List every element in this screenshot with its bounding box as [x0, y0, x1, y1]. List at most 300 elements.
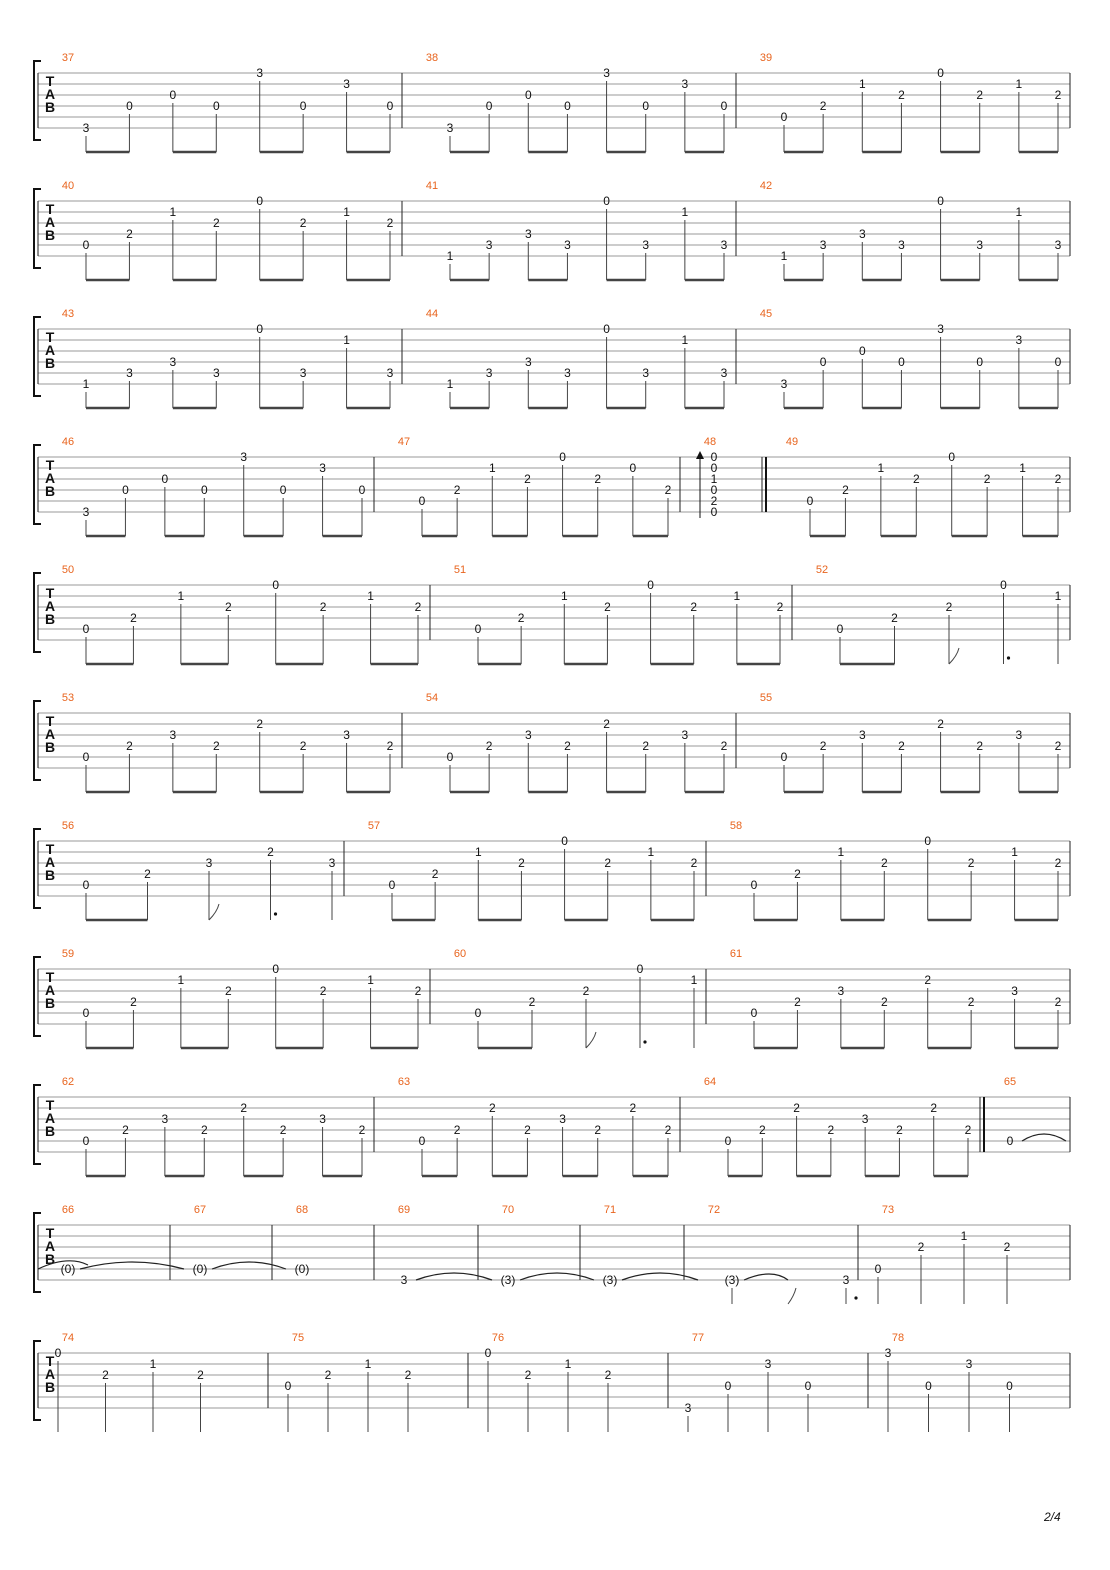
- fret-number: 2: [794, 995, 801, 1009]
- fret-number: 0: [212, 99, 220, 113]
- fret-number: 3: [842, 1273, 850, 1287]
- fret-number: 2: [896, 1123, 903, 1137]
- dot: [643, 1040, 646, 1043]
- fret-number: (0): [192, 1262, 208, 1276]
- fret-number: 2: [404, 1368, 412, 1382]
- fret-number: 2: [603, 717, 610, 731]
- fret-number: 0: [386, 99, 394, 113]
- tab-clef-letter: T: [45, 457, 55, 473]
- fret-number: 2: [819, 739, 827, 753]
- fret-number: 2: [319, 600, 327, 614]
- fret-number: 0: [780, 110, 788, 124]
- page-number: 2/4: [1044, 1510, 1061, 1524]
- fret-number: 2: [710, 494, 718, 508]
- fret-number: 3: [240, 450, 248, 464]
- fret-number: 1: [82, 377, 90, 391]
- fret-number: 3: [343, 728, 350, 742]
- fret-number: 3: [642, 366, 650, 380]
- fret-number: 2: [386, 216, 394, 230]
- fret-number: 2: [819, 99, 827, 113]
- tab-clef-letter: B: [44, 611, 56, 627]
- measure-number: 52: [815, 564, 829, 576]
- fret-number: 0: [256, 322, 264, 336]
- measure-number: 71: [603, 1204, 617, 1216]
- fret-number: 1: [733, 589, 741, 603]
- fret-number: 0: [898, 355, 905, 369]
- fret-number: 0: [272, 962, 280, 976]
- fret-number: 0: [836, 622, 844, 636]
- fret-number: 2: [453, 1123, 461, 1137]
- fret-number: 3: [212, 366, 220, 380]
- fret-number: 1: [1011, 845, 1018, 859]
- tab-clef-letter: A: [44, 726, 56, 742]
- fret-number: 2: [930, 1101, 938, 1115]
- fret-number: 2: [690, 856, 698, 870]
- tab-clef-letter: A: [44, 470, 56, 486]
- fret-number: 2: [793, 1101, 800, 1115]
- fret-number: 2: [358, 1123, 366, 1137]
- fret-number: 2: [964, 1123, 972, 1137]
- fret-number: 0: [1006, 1379, 1013, 1393]
- fret-number: 0: [561, 834, 568, 848]
- fret-number: 2: [794, 867, 801, 881]
- fret-number: 2: [891, 611, 898, 625]
- dot: [854, 1296, 857, 1299]
- tab-clef-letter: T: [45, 841, 55, 857]
- fret-number: 0: [474, 622, 482, 636]
- fret-number: 2: [224, 600, 232, 614]
- fret-number: 0: [279, 483, 287, 497]
- fret-number: 1: [1054, 589, 1062, 603]
- fret-number: 0: [710, 483, 718, 497]
- fret-number: 0: [82, 238, 90, 252]
- measure-number: 57: [367, 820, 381, 832]
- tab-clef-letter: B: [44, 99, 56, 115]
- fret-number: 2: [582, 984, 590, 998]
- fret-number: 3: [126, 366, 133, 380]
- fret-number: 3: [720, 238, 728, 252]
- fret-number: 0: [82, 1134, 90, 1148]
- fret-number: 3: [169, 728, 177, 742]
- fret-number: 0: [122, 483, 129, 497]
- fret-number: 2: [299, 739, 307, 753]
- fret-number: 0: [750, 1006, 758, 1020]
- fret-number: 1: [690, 973, 698, 987]
- fret-number: 2: [594, 472, 602, 486]
- measure-number: 72: [707, 1204, 721, 1216]
- measure-number: 60: [453, 948, 467, 960]
- measure-number: 51: [453, 564, 467, 576]
- fret-number: 0: [804, 1379, 812, 1393]
- fret-number: 2: [827, 1123, 835, 1137]
- fret-number: 2: [256, 717, 264, 731]
- fret-number: 0: [710, 505, 718, 519]
- tab-clef-letter: T: [45, 201, 55, 217]
- fret-number: 3: [446, 121, 454, 135]
- tie-arc: [212, 1262, 286, 1269]
- fret-number: 2: [224, 984, 232, 998]
- fret-number: 3: [642, 238, 650, 252]
- measure-number: 37: [61, 52, 75, 64]
- fret-number: 3: [524, 227, 532, 241]
- measure-number: 55: [759, 692, 773, 704]
- fret-number: 2: [414, 600, 422, 614]
- tab-clef-letter: B: [44, 1379, 56, 1395]
- tab-clef-letter: T: [45, 1225, 55, 1241]
- fret-number: 3: [328, 856, 336, 870]
- fret-number: 2: [976, 88, 984, 102]
- fret-number: 0: [484, 1346, 492, 1360]
- fret-number: 2: [517, 611, 525, 625]
- fret-number: 2: [212, 739, 220, 753]
- measure-number: 64: [703, 1076, 717, 1088]
- measure-number: 39: [759, 52, 773, 64]
- fret-number: 1: [488, 461, 496, 475]
- fret-number: 2: [842, 483, 849, 497]
- fret-number: 2: [1054, 856, 1062, 870]
- fret-number: 2: [524, 472, 531, 486]
- fret-number: 1: [960, 1229, 968, 1243]
- fret-number: 3: [169, 355, 177, 369]
- fret-number: 0: [710, 450, 718, 464]
- fret-number: 0: [358, 483, 366, 497]
- tab-clef-letter: T: [45, 969, 55, 985]
- fret-number: 0: [603, 194, 610, 208]
- fret-number: 0: [858, 344, 866, 358]
- tab-clef-letter: A: [44, 342, 56, 358]
- fret-number: 2: [776, 600, 784, 614]
- fret-number: 1: [681, 205, 689, 219]
- tab-clef-letter: B: [44, 995, 56, 1011]
- fret-number: 0: [948, 450, 956, 464]
- fret-number: 0: [724, 1379, 732, 1393]
- fret-number: 0: [780, 750, 788, 764]
- measure-number: 67: [193, 1204, 207, 1216]
- fret-number: 0: [418, 494, 426, 508]
- fret-number: 3: [965, 1357, 973, 1371]
- tab-clef-letter: A: [44, 1238, 56, 1254]
- fret-number: 3: [485, 366, 493, 380]
- fret-number: 0: [1000, 578, 1007, 592]
- fret-number: 1: [1015, 77, 1023, 91]
- fret-number: 1: [837, 845, 845, 859]
- note-flag: [586, 1032, 596, 1048]
- measure-number: 78: [891, 1332, 905, 1344]
- fret-number: 2: [485, 739, 493, 753]
- fret-number: 2: [1054, 995, 1062, 1009]
- fret-number: 3: [861, 1112, 869, 1126]
- tie-arc: [622, 1273, 698, 1280]
- fret-number: 3: [681, 728, 689, 742]
- fret-number: 1: [710, 472, 718, 486]
- tab-clef-letter: A: [44, 598, 56, 614]
- fret-number: 3: [564, 366, 571, 380]
- measure-number: 73: [881, 1204, 895, 1216]
- tie-arc: [744, 1274, 788, 1280]
- fret-number: 1: [149, 1357, 157, 1371]
- fret-number: 0: [925, 1379, 932, 1393]
- tab-clef-letter: A: [44, 1110, 56, 1126]
- fret-number: 2: [488, 1101, 496, 1115]
- fret-number: 0: [82, 878, 90, 892]
- fret-number: 2: [758, 1123, 766, 1137]
- fret-number: 3: [524, 728, 532, 742]
- measure-number: 49: [785, 436, 799, 448]
- tab-clef-letter: A: [44, 86, 56, 102]
- fret-number: 3: [1015, 728, 1023, 742]
- tab-clef-letter: B: [44, 739, 56, 755]
- dot: [1007, 656, 1010, 659]
- fret-number: 0: [485, 99, 493, 113]
- fret-number: 1: [343, 333, 350, 347]
- fret-number: 3: [343, 77, 350, 91]
- fret-number: 2: [130, 611, 137, 625]
- measure-number: 74: [61, 1332, 75, 1344]
- fret-number: 1: [681, 333, 689, 347]
- tab-clef-letter: B: [44, 227, 56, 243]
- fret-number: 2: [130, 995, 137, 1009]
- fret-number: 3: [764, 1357, 772, 1371]
- fret-number: 0: [629, 461, 637, 475]
- fret-number: 0: [272, 578, 280, 592]
- fret-number: 2: [604, 600, 611, 614]
- fret-number: 1: [364, 1357, 372, 1371]
- fret-number: 1: [367, 973, 374, 987]
- measure-number: 47: [397, 436, 411, 448]
- measure-number: 56: [61, 820, 75, 832]
- fret-number: 2: [122, 1123, 129, 1137]
- fret-number: 3: [299, 366, 307, 380]
- fret-number: 2: [240, 1101, 248, 1115]
- fret-number: (0): [60, 1262, 76, 1276]
- fret-number: 3: [937, 322, 944, 336]
- fret-number: 3: [319, 1112, 326, 1126]
- fret-number: 0: [724, 1134, 732, 1148]
- fret-number: 2: [917, 1240, 925, 1254]
- measure-number: 77: [691, 1332, 705, 1344]
- measure-number: 54: [425, 692, 439, 704]
- fret-number: 1: [367, 589, 374, 603]
- fret-number: 2: [319, 984, 327, 998]
- fret-number: 2: [144, 867, 151, 881]
- fret-number: 2: [880, 856, 888, 870]
- fret-number: 3: [400, 1273, 408, 1287]
- fret-number: 2: [924, 973, 932, 987]
- fret-number: 0: [169, 88, 177, 102]
- fret-number: 3: [837, 984, 845, 998]
- fret-number: 2: [664, 1123, 672, 1137]
- fret-number: 0: [388, 878, 396, 892]
- fret-number: 3: [559, 1112, 566, 1126]
- fret-number: 2: [604, 856, 612, 870]
- fret-number: 3: [386, 366, 394, 380]
- fret-number: 2: [102, 1368, 109, 1382]
- fret-number: 3: [319, 461, 326, 475]
- fret-number: 2: [898, 88, 905, 102]
- fret-number: 3: [485, 238, 493, 252]
- dot: [274, 912, 277, 915]
- tab-clef-letter: T: [45, 73, 55, 89]
- tab-clef-letter: B: [44, 483, 56, 499]
- fret-number: 2: [937, 717, 944, 731]
- tie-arc: [80, 1262, 184, 1269]
- fret-number: 3: [1054, 238, 1062, 252]
- measure-number: 48: [703, 436, 717, 448]
- fret-number: 0: [1006, 1134, 1014, 1148]
- fret-number: 3: [1015, 333, 1023, 347]
- fret-number: 2: [1054, 739, 1062, 753]
- fret-number: 2: [126, 227, 133, 241]
- fret-number: 0: [937, 66, 944, 80]
- fret-number: 2: [1054, 88, 1062, 102]
- fret-number: 3: [681, 77, 689, 91]
- fret-number: 3: [524, 355, 532, 369]
- fret-number: 2: [594, 1123, 602, 1137]
- fret-number: 2: [453, 483, 461, 497]
- note-flag: [949, 648, 959, 664]
- fret-number: 2: [212, 216, 220, 230]
- fret-number: 2: [967, 856, 975, 870]
- fret-number: 0: [82, 622, 90, 636]
- tab-clef-letter: B: [44, 355, 56, 371]
- fret-number: 2: [528, 995, 536, 1009]
- fret-number: 2: [912, 472, 920, 486]
- measure-number: 70: [501, 1204, 515, 1216]
- fret-number: 3: [256, 66, 264, 80]
- fret-number: 0: [603, 322, 610, 336]
- fret-number: 2: [976, 739, 984, 753]
- fret-number: 0: [924, 834, 932, 848]
- measure-number: 61: [729, 948, 743, 960]
- fret-number: 3: [720, 366, 728, 380]
- fret-number: 1: [780, 249, 788, 263]
- fret-number: 2: [200, 1123, 208, 1137]
- fret-number: 0: [126, 99, 133, 113]
- fret-number: 3: [161, 1112, 169, 1126]
- fret-number: 0: [937, 194, 944, 208]
- tab-clef-letter: T: [45, 1097, 55, 1113]
- fret-number: 1: [1015, 205, 1023, 219]
- fret-number: 0: [819, 355, 827, 369]
- fret-number: 0: [647, 578, 654, 592]
- fret-number: 1: [177, 589, 185, 603]
- fret-number: 0: [559, 450, 566, 464]
- fret-number: 2: [720, 739, 728, 753]
- fret-number: 3: [1011, 984, 1018, 998]
- measure-number: 40: [61, 180, 75, 192]
- tab-clef-letter: T: [45, 329, 55, 345]
- fret-number: 3: [603, 66, 610, 80]
- fret-number: 1: [564, 1357, 572, 1371]
- fret-number: 3: [819, 238, 827, 252]
- fret-number: 1: [647, 845, 655, 859]
- fret-number: 0: [524, 88, 532, 102]
- measure-number: 44: [425, 308, 439, 320]
- fret-number: 2: [524, 1368, 532, 1382]
- fret-number: 0: [976, 355, 984, 369]
- measure-number: 38: [425, 52, 439, 64]
- fret-number: 0: [710, 461, 718, 475]
- fret-number: 2: [898, 739, 905, 753]
- fret-number: 0: [642, 99, 650, 113]
- fret-number: 0: [82, 750, 90, 764]
- fret-number: 3: [976, 238, 984, 252]
- fret-number: 0: [874, 1262, 882, 1276]
- note-flag: [788, 1288, 796, 1304]
- fret-number: 0: [82, 1006, 90, 1020]
- tab-clef-letter: A: [44, 854, 56, 870]
- fret-number: 2: [267, 845, 274, 859]
- tab-clef-letter: B: [44, 1251, 56, 1267]
- measure-number: 50: [61, 564, 75, 576]
- fret-number: 2: [690, 600, 698, 614]
- fret-number: 0: [806, 494, 814, 508]
- tie-arc: [1022, 1134, 1066, 1141]
- fret-number: 1: [877, 461, 885, 475]
- fret-number: 0: [750, 878, 758, 892]
- fret-number: 1: [446, 377, 454, 391]
- fret-number: 3: [898, 238, 905, 252]
- fret-number: 2: [604, 1368, 612, 1382]
- fret-number: 3: [82, 505, 90, 519]
- measure-number: 65: [1003, 1076, 1017, 1088]
- tab-clef-letter: T: [45, 713, 55, 729]
- fret-number: 2: [524, 1123, 531, 1137]
- fret-number: 3: [858, 728, 866, 742]
- fret-number: 0: [564, 99, 571, 113]
- fret-number: 0: [720, 99, 728, 113]
- fret-number: 0: [446, 750, 454, 764]
- measure-number: 46: [61, 436, 75, 448]
- measure-number: 58: [729, 820, 743, 832]
- fret-number: 1: [560, 589, 568, 603]
- fret-number: 3: [82, 121, 90, 135]
- fret-number: 1: [858, 77, 866, 91]
- fret-number: 3: [884, 1346, 892, 1360]
- strum-arrowhead: [696, 451, 704, 459]
- measure-number: 59: [61, 948, 75, 960]
- fret-number: 1: [474, 845, 482, 859]
- fret-number: 0: [200, 483, 208, 497]
- fret-number: 2: [642, 739, 650, 753]
- measure-number: 76: [491, 1332, 505, 1344]
- fret-number: (3): [602, 1273, 618, 1287]
- tab-clef-letter: T: [45, 585, 55, 601]
- fret-number: 2: [431, 867, 439, 881]
- measure-number: 68: [295, 1204, 309, 1216]
- fret-number: 2: [629, 1101, 637, 1115]
- fret-number: 0: [1054, 355, 1062, 369]
- fret-number: 3: [858, 227, 866, 241]
- fret-number: 3: [564, 238, 571, 252]
- fret-number: 2: [518, 856, 525, 870]
- tab-clef-letter: B: [44, 1123, 56, 1139]
- tab-clef-letter: A: [44, 214, 56, 230]
- tie-arc: [520, 1273, 594, 1280]
- measure-number: 41: [425, 180, 439, 192]
- fret-number: (3): [500, 1273, 516, 1287]
- measure-number: 69: [397, 1204, 411, 1216]
- fret-number: 2: [1054, 472, 1062, 486]
- fret-number: 2: [386, 739, 394, 753]
- fret-number: 2: [324, 1368, 332, 1382]
- measure-number: 43: [61, 308, 75, 320]
- fret-number: 1: [1019, 461, 1026, 475]
- fret-number: 1: [343, 205, 350, 219]
- measure-number: 63: [397, 1076, 411, 1088]
- fret-number: 3: [780, 377, 788, 391]
- tab-clef-letter: B: [44, 867, 56, 883]
